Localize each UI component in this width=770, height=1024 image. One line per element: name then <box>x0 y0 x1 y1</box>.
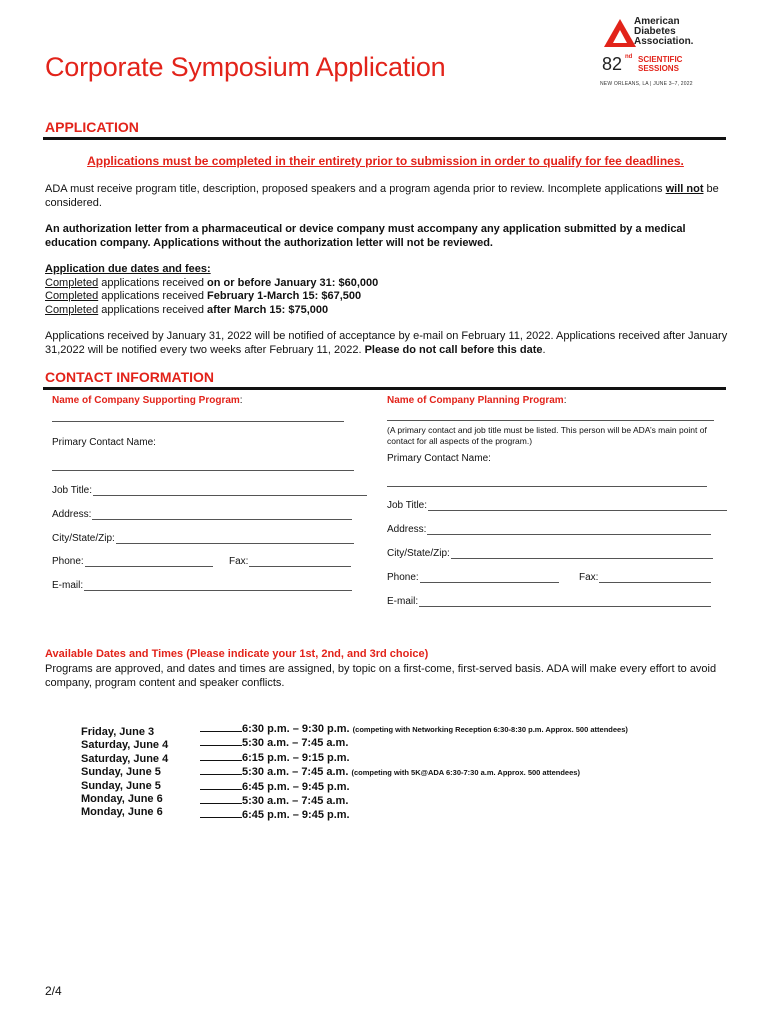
city-line[interactable] <box>451 550 713 559</box>
slot-time: 5:30 a.m. – 7:45 a.m. <box>242 737 349 750</box>
job-title-line[interactable] <box>93 487 367 496</box>
slot-note: (competing with Networking Reception 6:30-8:30 p.m. Approx. 500 attendees) <box>352 725 628 734</box>
primary-contact-label: Primary Contact Name: <box>387 453 491 464</box>
choice-blank[interactable] <box>200 780 242 790</box>
fee-deadline: on or before January 31 <box>207 276 332 289</box>
slot-day: Friday, June 3 <box>81 726 155 738</box>
time-slot-row <box>200 722 628 736</box>
fax-line[interactable] <box>599 574 711 583</box>
slot-time: 6:15 p.m. – 9:15 p.m. <box>242 751 350 764</box>
email-line[interactable] <box>84 582 352 591</box>
job-title-field[interactable] <box>387 500 727 511</box>
fees-block <box>45 263 730 317</box>
slot-time: 5:30 a.m. – 7:45 a.m. <box>242 766 349 779</box>
fee-row <box>45 304 730 318</box>
planning-company-label-text: Name of Company Planning Program <box>387 395 564 406</box>
slot-note: (competing with 5K@ADA 6:30-7:30 a.m. Approx. 500 attendees) <box>351 768 580 778</box>
deadline-notice: Applications must be completed in their entirety prior to submission in order to qualify for fee deadlines. <box>87 154 684 168</box>
logo-location: NEW ORLEANS, LA | JUNE 3–7, 2022 <box>600 81 693 87</box>
authorization-paragraph: An authorization letter from a pharmaceutical or device company must accompany any application submitted by a medical education company. Applications without the authorization letter will not be reviewed. <box>45 223 686 249</box>
time-slot-row <box>200 765 628 779</box>
time-slot-row <box>200 780 628 794</box>
city-field[interactable] <box>387 548 713 559</box>
p3-end: . <box>542 343 546 356</box>
fax-line[interactable] <box>249 558 351 567</box>
choice-blank[interactable] <box>200 736 242 746</box>
p1-text: ADA must receive program title, description, proposed speakers and a program agenda prior to review. Incomplete applications <box>45 183 666 195</box>
city-label: City/State/Zip: <box>387 548 450 559</box>
logo-sessions-line: SCIENTIFIC <box>638 55 683 64</box>
time-slot-row <box>200 808 628 822</box>
primary-contact-note: (A primary contact and job title must be listed. This person will be ADA’s main point of contact for all aspects of the program.) <box>387 425 707 446</box>
supporting-company-label-text: Name of Company Supporting Program <box>52 395 240 406</box>
choice-blank[interactable] <box>200 751 242 761</box>
fee-deadline: after March 15 <box>207 303 282 316</box>
fee-amount: : $75,000 <box>281 303 329 316</box>
supporting-company-field[interactable] <box>52 421 344 422</box>
fee-deadline: February 1-March 15 <box>207 290 315 302</box>
fee-amount: : $60,000 <box>331 276 379 289</box>
choice-blank[interactable] <box>200 808 242 818</box>
time-slot-row <box>200 751 628 765</box>
choice-blank[interactable] <box>200 794 242 804</box>
primary-contact-field[interactable] <box>52 470 354 471</box>
slot-day: Monday, June 6 <box>81 806 163 819</box>
slot-day: Saturday, June 4 <box>81 752 169 765</box>
fee-text: applications received <box>98 303 208 316</box>
page-number: 2/4 <box>45 984 62 998</box>
requirements-paragraph <box>45 183 730 210</box>
choice-blank[interactable] <box>200 722 242 732</box>
time-list <box>200 722 628 823</box>
planning-company-field[interactable] <box>387 420 714 421</box>
phone-field[interactable] <box>52 556 213 567</box>
job-title-label: Job Title: <box>387 500 428 511</box>
fax-label: Fax: <box>579 572 599 583</box>
fee-status: Completed <box>45 290 99 302</box>
fee-amount: : $67,500 <box>314 290 362 302</box>
notification-paragraph <box>45 330 735 357</box>
city-field[interactable] <box>52 533 354 544</box>
job-title-field[interactable] <box>52 485 367 496</box>
ada-triangle-icon <box>603 18 637 48</box>
address-line[interactable] <box>92 511 352 520</box>
fax-field[interactable] <box>229 556 351 567</box>
logo-number: 82 <box>602 54 623 74</box>
contact-heading: CONTACT INFORMATION <box>45 369 215 385</box>
email-line[interactable] <box>419 598 711 607</box>
fee-text: applications received <box>98 276 208 289</box>
slot-time: 6:45 p.m. – 9:45 p.m. <box>242 809 350 822</box>
logo-org-line: Diabetes <box>634 26 676 37</box>
time-slot-row <box>200 794 628 808</box>
email-label: E-mail: <box>387 596 419 607</box>
slot-day: Monday, June 6 <box>81 793 163 806</box>
email-field[interactable] <box>52 580 352 591</box>
fee-text: applications received <box>98 290 208 302</box>
logo-sessions-line: SESSIONS <box>638 64 679 73</box>
planning-company-label <box>387 390 566 408</box>
primary-contact-label: Primary Contact Name: <box>52 437 156 448</box>
job-title-label: Job Title: <box>52 485 93 496</box>
choice-blank[interactable] <box>200 765 242 775</box>
slot-time: 5:30 a.m. – 7:45 a.m. <box>242 795 349 808</box>
address-field[interactable] <box>387 524 711 535</box>
colon: : <box>563 395 567 406</box>
address-field[interactable] <box>52 509 352 520</box>
phone-label: Phone: <box>52 556 84 567</box>
email-label: E-mail: <box>52 580 84 591</box>
city-line[interactable] <box>116 535 354 544</box>
application-heading: APPLICATION <box>45 119 139 135</box>
time-slot-row <box>200 736 628 750</box>
section-divider <box>43 137 726 140</box>
logo-sessions <box>638 55 682 73</box>
phone-label: Phone: <box>387 572 419 583</box>
address-line[interactable] <box>427 526 711 535</box>
slot-time: 6:45 p.m. – 9:45 p.m. <box>242 780 350 793</box>
slot-time: 6:30 p.m. – 9:30 p.m. <box>242 723 350 735</box>
primary-contact-field[interactable] <box>387 486 707 487</box>
address-label: Address: <box>387 524 427 535</box>
address-label: Address: <box>52 509 92 520</box>
fee-row <box>45 290 730 304</box>
colon: : <box>239 395 243 406</box>
job-title-line[interactable] <box>428 502 727 511</box>
ada-logo <box>600 14 730 94</box>
slot-day: Saturday, June 4 <box>81 739 169 752</box>
phone-line[interactable] <box>420 574 559 583</box>
p1-emphasis: will not <box>665 183 704 195</box>
p3-emphasis: Please do not call before this date <box>364 343 543 356</box>
email-field[interactable] <box>387 596 711 607</box>
p3-text: Applications received by January 31, 2022 will be notified of acceptance by e-mail on February 11, 2022. Applications received after January 31,2022 will be notified every two weeks after February 11, 2022. <box>45 330 728 356</box>
phone-line[interactable] <box>85 558 213 567</box>
supporting-company-label <box>52 390 243 408</box>
fee-status: Completed <box>45 276 99 289</box>
logo-org-line: Association. <box>634 36 694 47</box>
fees-heading: Application due dates and fees: <box>45 263 211 275</box>
phone-field[interactable] <box>387 572 559 583</box>
day-list <box>81 726 168 820</box>
fee-row <box>45 277 730 291</box>
city-label: City/State/Zip: <box>52 533 115 544</box>
slot-day: Sunday, June 5 <box>81 766 161 779</box>
dates-note: Programs are approved, and dates and times are assigned, by topic on a first-come, first-served basis. ADA will make every effort to avoid company, program content and speaker conflicts. <box>45 663 717 689</box>
fax-field[interactable] <box>579 572 711 583</box>
page-title: Corporate Symposium Application <box>45 52 446 82</box>
slot-day: Sunday, June 5 <box>81 779 161 792</box>
logo-superscript: nd <box>625 54 633 60</box>
logo-org-name <box>634 17 693 47</box>
p1-end: be considered. <box>45 183 719 209</box>
logo-org-line: American <box>634 16 680 27</box>
fax-label: Fax: <box>229 556 249 567</box>
dates-heading: Available Dates and Times (Please indicate your 1st, 2nd, and 3rd choice) <box>45 648 429 660</box>
fee-status: Completed <box>45 303 99 316</box>
